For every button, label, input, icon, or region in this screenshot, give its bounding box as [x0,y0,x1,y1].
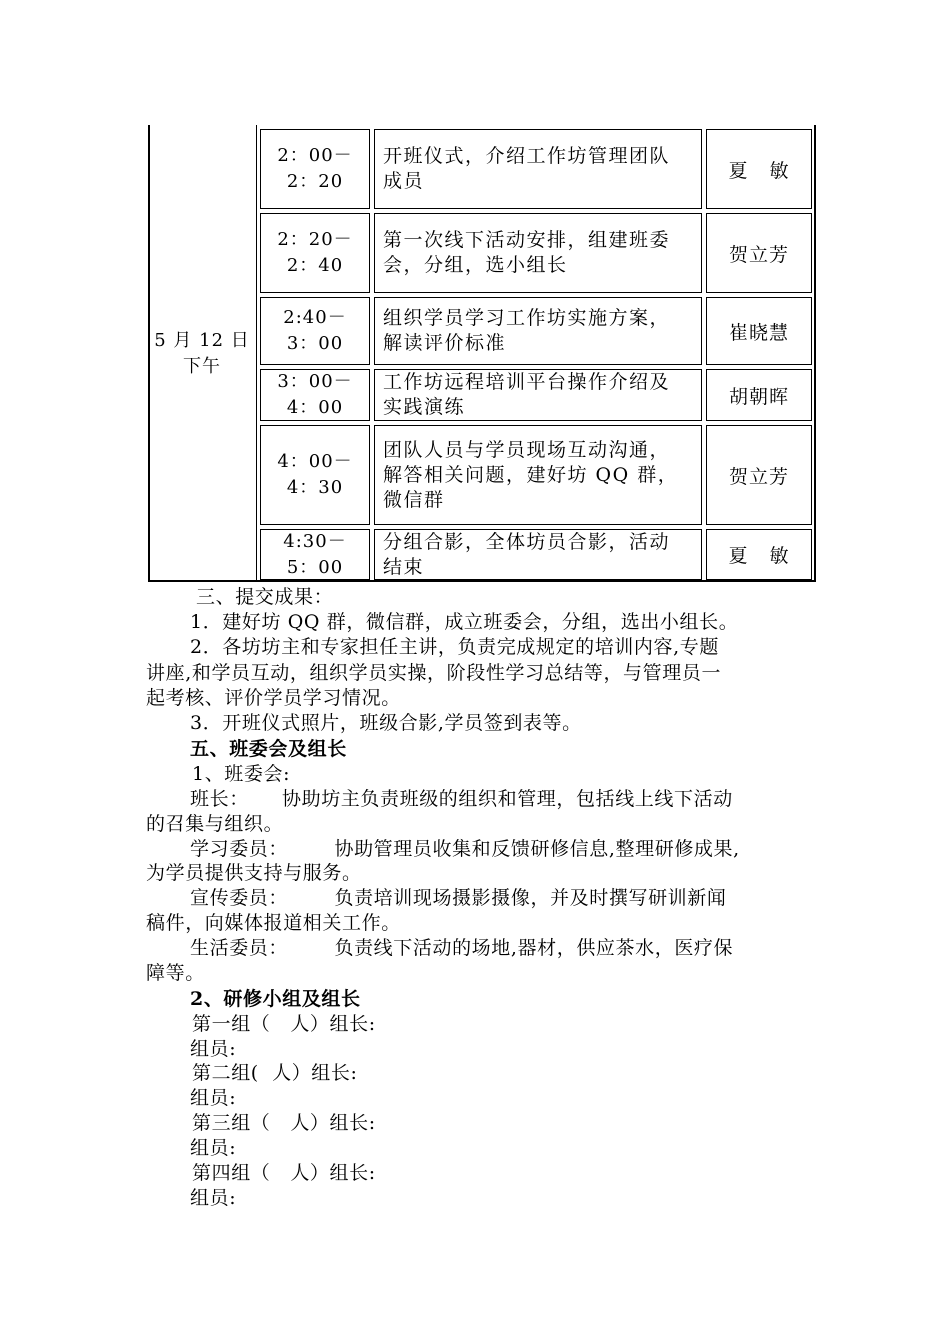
group1-members: 组员: [190,1038,237,1060]
table-right-border [814,125,816,582]
group1-leader: 第一组（ 人）组长: [192,1013,376,1035]
person-cell: 贺立芳 [706,213,812,293]
activity-cell: 分组合影，全体坊员合影，活动 结束 [374,529,702,580]
section3-item2-line1: 2．各坊坊主和专家担任主讲，负责完成规定的培训内容,专题 [190,636,719,658]
person-cell: 夏 敏 [706,129,812,209]
life-committee-line1: 生活委员： 负责线下活动的场地,器材，供应茶水，医疗保 [190,937,734,959]
time-cell: 2：20－ 2：40 [260,213,370,293]
life-committee-line2: 障等。 [146,962,205,984]
group2-leader: 第二组( 人）组长: [192,1062,358,1084]
committee-subheading: 1、班委会: [192,763,291,785]
section3-item2-line2: 讲座,和学员互动，组织学员实操，阶段性学习总结等，与管理员一 [146,662,722,684]
date-column-divider [256,125,257,582]
person-cell: 胡朝晖 [706,369,812,421]
activity-cell: 开班仪式，介绍工作坊管理团队 成员 [374,129,702,209]
date-cell [148,125,256,582]
group4-members: 组员: [190,1187,237,1209]
group4-leader: 第四组（ 人）组长: [192,1162,376,1184]
publicity-committee-line1: 宣传委员： 负责培训现场摄影摄像，并及时撰写研训新闻 [190,887,727,909]
person-cell: 崔晓慧 [706,297,812,365]
monitor-duty-line2: 的召集与组织。 [146,813,284,835]
publicity-committee-line2: 稿件，向媒体报道相关工作。 [146,912,401,934]
section3-item2-line3: 起考核、评价学员学习情况。 [146,687,401,709]
time-cell: 2：00－ 2：20 [260,129,370,209]
monitor-duty-line1: 班长： 协助坊主负责班级的组织和管理，包括线上线下活动 [190,788,733,810]
section3-item1: 1．建好坊 QQ 群，微信群，成立班委会，分组，选出小组长。 [190,611,739,633]
group3-members: 组员: [190,1137,237,1159]
time-cell: 2:40－ 3：00 [260,297,370,365]
time-cell: 4：00－ 4：30 [260,425,370,525]
person-cell: 贺立芳 [706,425,812,525]
group2-members: 组员: [190,1087,237,1109]
group3-leader: 第三组（ 人）组长: [192,1112,376,1134]
activity-cell: 第一次线下活动安排，组建班委 会，分组，选小组长 [374,213,702,293]
time-cell: 3：00－ 4：00 [260,369,370,421]
section5-heading: 五、班委会及组长 [190,738,347,760]
study-committee-line1: 学习委员： 协助管理员收集和反馈研修信息,整理研修成果, [190,838,740,860]
activity-cell: 团队人员与学员现场互动沟通， 解答相关问题，建好坊 QQ 群， 微信群 [374,425,702,525]
schedule-table [148,125,816,582]
activity-cell: 工作坊远程培训平台操作介绍及 实践演练 [374,369,702,421]
section3-heading: 三、提交成果： [196,586,334,608]
study-committee-line2: 为学员提供支持与服务。 [146,862,362,884]
activity-cell: 组织学员学习工作坊实施方案， 解读评价标准 [374,297,702,365]
date-label: 5 月 12 日 下午 [154,329,250,377]
person-cell: 夏 敏 [706,529,812,580]
section3-item3: 3．开班仪式照片，班级合影,学员签到表等。 [190,712,582,734]
groups-subheading: 2、研修小组及组长 [190,988,361,1010]
time-cell: 4:30－ 5：00 [260,529,370,580]
